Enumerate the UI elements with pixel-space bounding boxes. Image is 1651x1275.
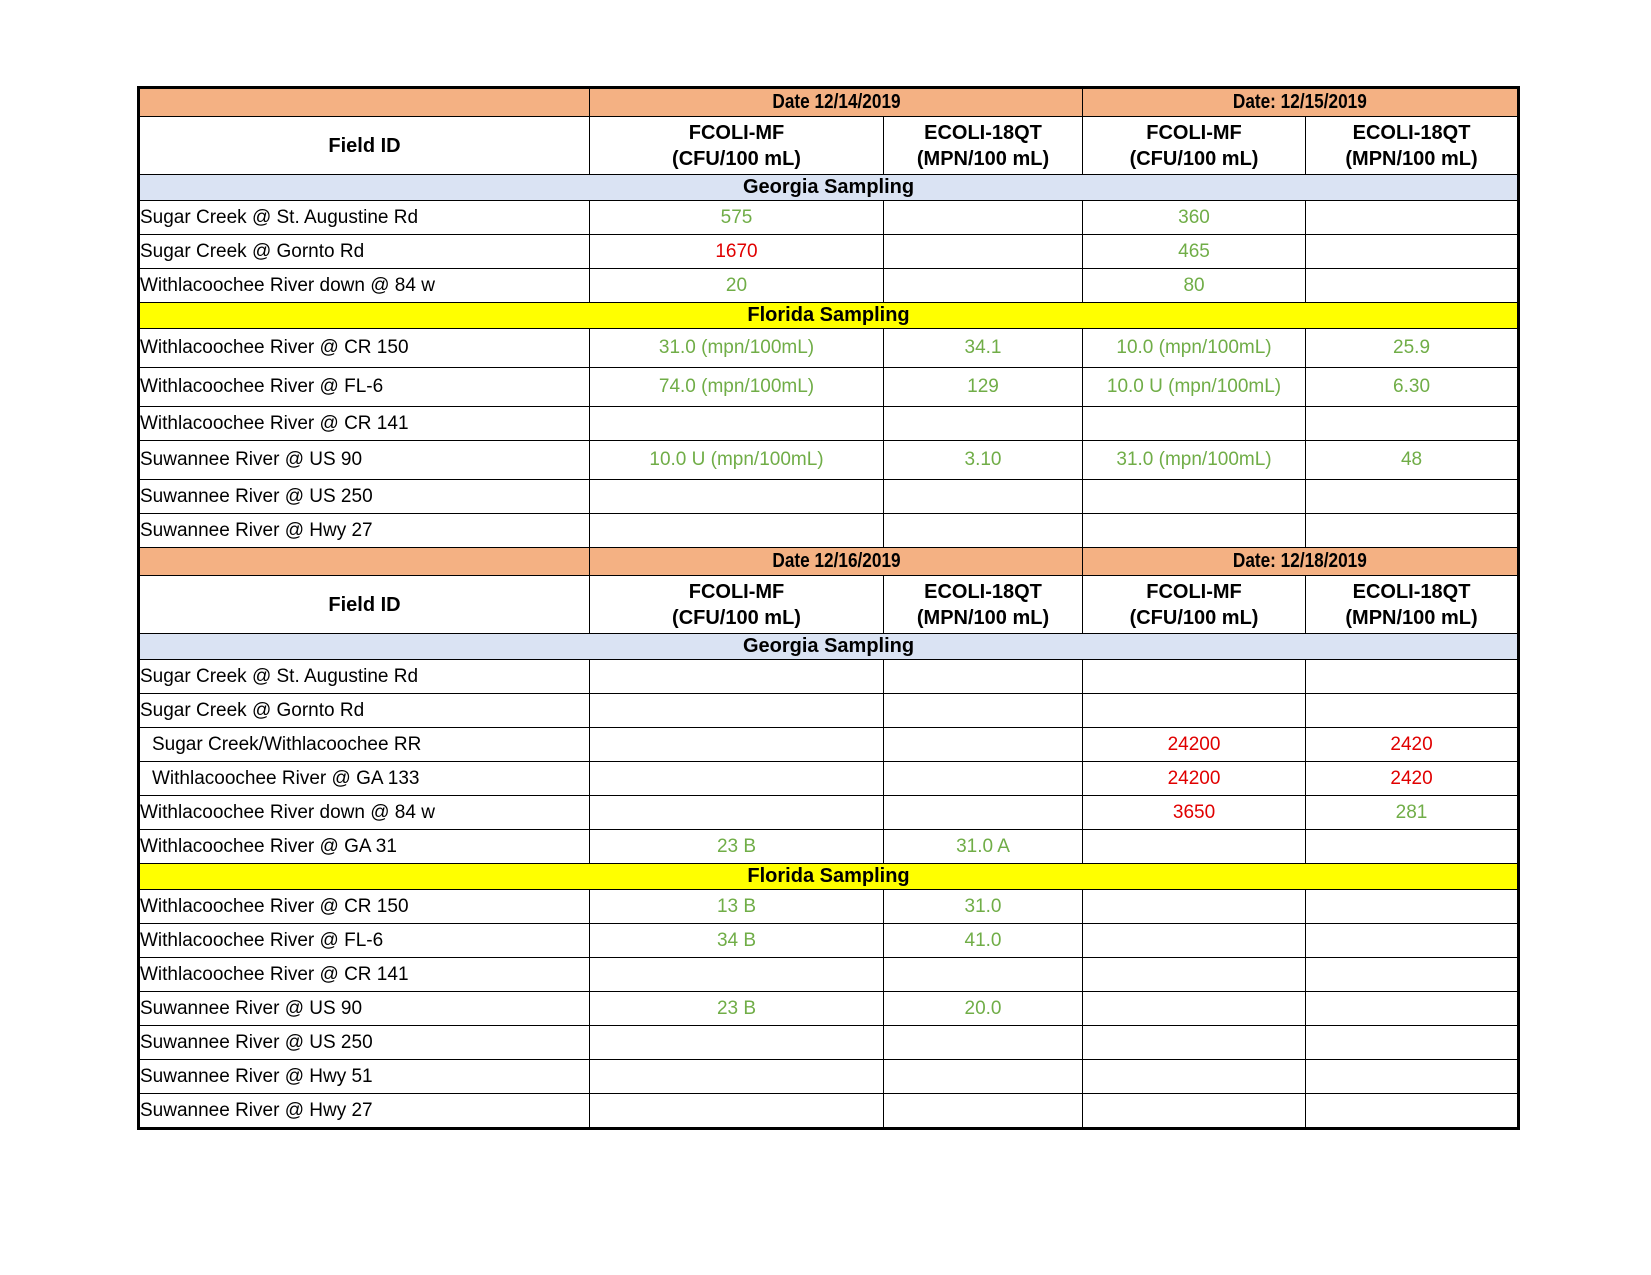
result-cell: 80 <box>1083 269 1306 303</box>
result-cell <box>1306 992 1519 1026</box>
field-id-cell: Sugar Creek @ Gornto Rd <box>139 694 590 728</box>
column-header-line: (MPN/100 mL) <box>1345 147 1478 170</box>
table-row <box>139 830 1519 864</box>
column-header <box>884 117 1083 175</box>
date-label: Date: 12/18/2019 <box>1233 550 1367 572</box>
result-cell: 48 <box>1306 441 1519 480</box>
column-header <box>590 576 884 634</box>
table-row <box>139 762 1519 796</box>
result-cell <box>1306 1026 1519 1060</box>
field-id-cell: Withlacoochee River @ CR 150 <box>139 329 590 368</box>
date-header <box>1083 548 1519 576</box>
date-header-blank <box>139 548 590 576</box>
date-label: Date: 12/15/2019 <box>1233 91 1367 113</box>
result-cell <box>1083 480 1306 514</box>
field-id-cell: Suwannee River @ Hwy 27 <box>139 514 590 548</box>
result-cell: 10.0 (mpn/100mL) <box>1083 329 1306 368</box>
field-id-cell: Withlacoochee River @ FL-6 <box>139 368 590 407</box>
table-row <box>139 660 1519 694</box>
result-cell: 34.1 <box>884 329 1083 368</box>
result-cell: 465 <box>1083 235 1306 269</box>
field-id-cell: Sugar Creek/Withlacoochee RR <box>139 728 590 762</box>
table-row <box>139 1026 1519 1060</box>
sampling-results-table <box>137 86 1520 1130</box>
table-row <box>139 1060 1519 1094</box>
column-header <box>1083 117 1306 175</box>
georgia-section-row <box>139 175 1519 201</box>
column-header <box>1083 576 1306 634</box>
field-id-cell: Withlacoochee River down @ 84 w <box>139 269 590 303</box>
field-id-cell: Suwannee River @ Hwy 27 <box>139 1094 590 1129</box>
result-cell <box>884 958 1083 992</box>
field-id-cell: Sugar Creek @ St. Augustine Rd <box>139 201 590 235</box>
result-cell: 31.0 (mpn/100mL) <box>590 329 884 368</box>
column-header-line: FCOLI-MF <box>1146 580 1242 603</box>
georgia-section-label: Georgia Sampling <box>139 175 1519 201</box>
column-header-line: (MPN/100 mL) <box>916 606 1050 629</box>
result-cell <box>1083 694 1306 728</box>
table-row <box>139 441 1519 480</box>
result-cell: 281 <box>1306 796 1519 830</box>
table-row <box>139 694 1519 728</box>
column-header-line: FCOLI-MF <box>1146 121 1242 144</box>
column-header-line: (CFU/100 mL) <box>672 147 801 170</box>
column-header-line: ECOLI-18QT <box>924 580 1042 603</box>
result-cell: 31.0 A <box>884 830 1083 864</box>
result-cell: 34 B <box>590 924 884 958</box>
field-id-cell: Withlacoochee River @ GA 133 <box>139 762 590 796</box>
column-header-line: ECOLI-18QT <box>1352 580 1471 603</box>
column-header-line: (CFU/100 mL) <box>1129 147 1259 170</box>
result-cell: 2420 <box>1306 728 1519 762</box>
result-cell <box>1306 514 1519 548</box>
table-row <box>139 796 1519 830</box>
result-cell <box>1306 235 1519 269</box>
result-cell <box>884 1026 1083 1060</box>
result-cell <box>884 1060 1083 1094</box>
column-header-line: (MPN/100 mL) <box>916 147 1050 170</box>
result-cell: 3650 <box>1083 796 1306 830</box>
date-header <box>590 548 1083 576</box>
result-cell: 31.0 (mpn/100mL) <box>1083 441 1306 480</box>
column-header <box>884 576 1083 634</box>
field-id-cell: Suwannee River @ US 250 <box>139 480 590 514</box>
column-header-line: (CFU/100 mL) <box>1129 606 1259 629</box>
result-cell <box>1306 1060 1519 1094</box>
result-cell: 10.0 U (mpn/100mL) <box>590 441 884 480</box>
date-label: Date 12/14/2019 <box>771 91 901 113</box>
result-cell <box>1306 1094 1519 1129</box>
result-cell: 129 <box>884 368 1083 407</box>
result-cell <box>1083 992 1306 1026</box>
result-cell: 20.0 <box>884 992 1083 1026</box>
result-cell <box>1083 660 1306 694</box>
result-cell <box>590 1094 884 1129</box>
field-id-cell: Withlacoochee River @ CR 141 <box>139 958 590 992</box>
result-cell: 360 <box>1083 201 1306 235</box>
result-cell <box>1306 924 1519 958</box>
result-cell <box>1083 514 1306 548</box>
result-cell: 2420 <box>1306 762 1519 796</box>
field-id-cell: Suwannee River @ US 90 <box>139 992 590 1026</box>
result-cell <box>1083 407 1306 441</box>
field-id-cell: Withlacoochee River down @ 84 w <box>139 796 590 830</box>
date-label: Date 12/16/2019 <box>771 550 901 572</box>
table-row <box>139 368 1519 407</box>
result-cell <box>1306 407 1519 441</box>
field-id-cell: Withlacoochee River @ GA 31 <box>139 830 590 864</box>
result-cell <box>1306 201 1519 235</box>
table-row <box>139 924 1519 958</box>
result-cell: 10.0 U (mpn/100mL) <box>1083 368 1306 407</box>
result-cell <box>1306 269 1519 303</box>
column-header-line: (MPN/100 mL) <box>1345 606 1478 629</box>
result-cell <box>884 728 1083 762</box>
column-header <box>590 117 884 175</box>
result-cell <box>590 796 884 830</box>
field-id-cell: Sugar Creek @ Gornto Rd <box>139 235 590 269</box>
column-header-line: (CFU/100 mL) <box>672 606 801 629</box>
table-row <box>139 480 1519 514</box>
field-id-cell: Withlacoochee River @ CR 141 <box>139 407 590 441</box>
column-header-line: FCOLI-MF <box>688 121 785 144</box>
result-cell <box>590 728 884 762</box>
column-header <box>1306 117 1519 175</box>
date-header <box>590 88 1083 117</box>
result-cell: 20 <box>590 269 884 303</box>
result-cell <box>1083 890 1306 924</box>
result-cell <box>884 407 1083 441</box>
result-cell <box>1306 830 1519 864</box>
result-cell <box>590 480 884 514</box>
result-cell <box>884 660 1083 694</box>
field-id-cell: Suwannee River @ US 90 <box>139 441 590 480</box>
result-cell <box>884 762 1083 796</box>
result-cell: 41.0 <box>884 924 1083 958</box>
result-cell: 575 <box>590 201 884 235</box>
column-header-row <box>139 576 1519 634</box>
result-cell <box>884 201 1083 235</box>
field-id-header: Field ID <box>139 117 590 175</box>
result-cell <box>590 694 884 728</box>
table-row <box>139 514 1519 548</box>
result-cell: 23 B <box>590 830 884 864</box>
florida-section-row <box>139 864 1519 890</box>
result-cell: 24200 <box>1083 728 1306 762</box>
result-cell <box>1306 958 1519 992</box>
result-cell <box>590 407 884 441</box>
georgia-section-row <box>139 634 1519 660</box>
result-cell <box>1306 480 1519 514</box>
table-row <box>139 1094 1519 1129</box>
result-cell <box>1306 660 1519 694</box>
georgia-section-label: Georgia Sampling <box>139 634 1519 660</box>
column-header <box>1306 576 1519 634</box>
result-cell <box>884 480 1083 514</box>
result-cell: 13 B <box>590 890 884 924</box>
florida-section-row <box>139 303 1519 329</box>
date-header-blank <box>139 88 590 117</box>
table-row <box>139 269 1519 303</box>
result-cell <box>884 1094 1083 1129</box>
result-cell: 6.30 <box>1306 368 1519 407</box>
florida-section-label: Florida Sampling <box>139 303 1519 329</box>
result-cell <box>590 762 884 796</box>
result-cell <box>1083 1060 1306 1094</box>
result-cell: 24200 <box>1083 762 1306 796</box>
result-cell <box>884 235 1083 269</box>
result-cell <box>590 660 884 694</box>
result-cell: 74.0 (mpn/100mL) <box>590 368 884 407</box>
result-cell <box>1083 830 1306 864</box>
result-cell <box>1083 924 1306 958</box>
table-row <box>139 235 1519 269</box>
table-row <box>139 958 1519 992</box>
result-cell <box>884 269 1083 303</box>
florida-section-label: Florida Sampling <box>139 864 1519 890</box>
result-cell <box>1083 958 1306 992</box>
result-cell: 31.0 <box>884 890 1083 924</box>
result-cell <box>1083 1026 1306 1060</box>
result-cell <box>590 1060 884 1094</box>
field-id-cell: Withlacoochee River @ FL-6 <box>139 924 590 958</box>
table-row <box>139 329 1519 368</box>
result-cell: 3.10 <box>884 441 1083 480</box>
result-cell <box>590 1026 884 1060</box>
date-header-row <box>139 548 1519 576</box>
result-cell <box>1306 890 1519 924</box>
result-cell <box>1306 694 1519 728</box>
column-header-row <box>139 117 1519 175</box>
table-row <box>139 201 1519 235</box>
table-row <box>139 407 1519 441</box>
result-cell: 23 B <box>590 992 884 1026</box>
column-header-line: ECOLI-18QT <box>1352 121 1471 144</box>
result-cell <box>1083 1094 1306 1129</box>
result-cell: 1670 <box>590 235 884 269</box>
result-cell <box>884 796 1083 830</box>
field-id-header: Field ID <box>139 576 590 634</box>
field-id-cell: Suwannee River @ US 250 <box>139 1026 590 1060</box>
date-header <box>1083 88 1519 117</box>
column-header-line: ECOLI-18QT <box>924 121 1042 144</box>
result-cell: 25.9 <box>1306 329 1519 368</box>
field-id-cell: Suwannee River @ Hwy 51 <box>139 1060 590 1094</box>
result-cell <box>884 514 1083 548</box>
table-row <box>139 992 1519 1026</box>
field-id-cell: Withlacoochee River @ CR 150 <box>139 890 590 924</box>
table-row <box>139 728 1519 762</box>
column-header-line: FCOLI-MF <box>688 580 785 603</box>
table-row <box>139 890 1519 924</box>
result-cell <box>590 958 884 992</box>
date-header-row <box>139 88 1519 117</box>
field-id-cell: Sugar Creek @ St. Augustine Rd <box>139 660 590 694</box>
result-cell <box>884 694 1083 728</box>
result-cell <box>590 514 884 548</box>
